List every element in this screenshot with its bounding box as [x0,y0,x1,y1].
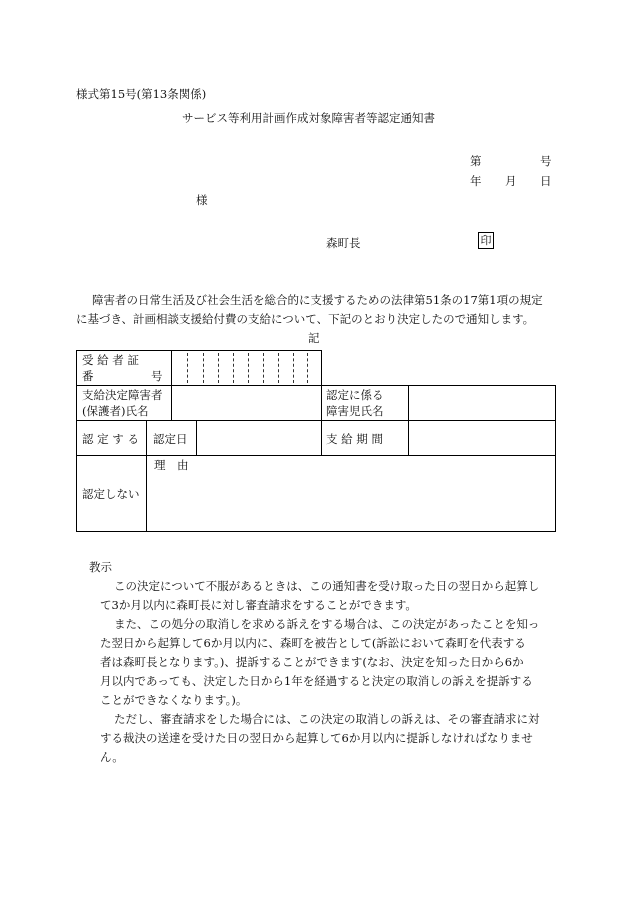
label-shikyu-1: 支給決定障害者 [82,388,163,402]
label-shikyu-2: (保護者)氏名 [82,404,149,418]
notice-p1-line-2: て3か月以内に森町長に対し審査請求をすることができます。 [100,598,417,612]
document-title: サービス等利用計画作成対象障害者等認定通知書 [182,111,435,125]
doc-number-dai: 第 [470,154,482,168]
label-kakaru-2: 障害児氏名 [326,404,384,418]
doc-number-go: 号 [540,154,552,168]
notice-p2-line-1: また、この処分の取消しを求める訴えをする場合は、この決定があったことを知っ [114,617,540,631]
label-nintei-bi: 認定日 [153,432,188,446]
notice-p2-line-5: ことができなくなります。)。 [100,693,248,707]
form-number: 様式第15号(第13条関係) [76,87,207,101]
notice-p1-line-1: この決定について不服があるときは、この通知書を受け取った日の翌日から起算し [114,579,540,593]
label-kakaru-1: 認定に係る [326,388,384,402]
recipient-suffix: 様 [196,193,208,207]
date-month: 月 [505,174,517,188]
seal-stamp: 印 [478,232,494,249]
label-jukyusha-1: 受 給 者 証 [82,353,139,367]
ki-label: 記 [308,331,320,345]
notice-table [76,350,556,532]
label-jukyusha-2: 番 号 [82,369,163,383]
date-year: 年 [470,174,482,188]
notice-p2-line-4: 月以内であっても、決定した日から1年を経過すると決定の取消しの訴えを提訴する [100,674,533,688]
notice-p3-line-2: する裁決の送達を受けた日の翌日から起算して6か月以内に提訴しなければなりませ [100,731,533,745]
issuer: 森町長 [326,236,361,250]
notice-p2-line-2: た翌日から起算して6か月以内に、森町を被告として(訴訟において森町を代表する [100,636,526,650]
label-riyu: 理 由 [154,458,189,472]
intro-line-2: に基づき、計画相談支援給付費の支給について、下記のとおり決定したので通知します。 [76,312,535,326]
notice-p3-line-1: ただし、審査請求をした場合には、この決定の取消しの訴えは、その審査請求に対 [114,712,540,726]
intro-line-1: 障害者の日常生活及び社会生活を総合的に支援するための法律第51条の17第1項の規定 [92,293,543,307]
label-nintei-shinai: 認定しない [82,487,140,501]
label-shikyu-kikan: 支 給 期 間 [326,432,383,446]
label-nintei-suru: 認 定 す る [82,432,139,446]
notice-heading: 教示 [89,560,112,574]
date-day: 日 [540,174,552,188]
notice-p3-line-3: ん。 [100,750,124,764]
notice-p2-line-3: 者は森町長となります。)、提訴することができます(なお、決定を知った日から6か [100,655,524,669]
